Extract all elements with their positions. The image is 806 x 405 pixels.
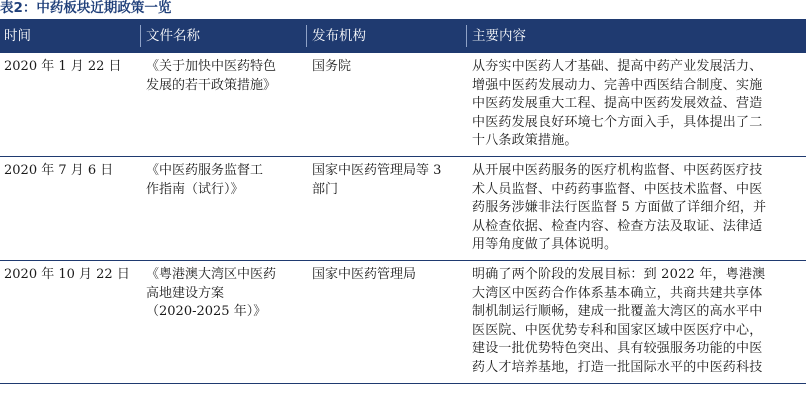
content-line: 明确了两个阶段的发展目标：到 2022 年，粤港澳 [472, 267, 766, 282]
row-content [472, 266, 765, 378]
table-caption: 表2：中药板块近期政策一览 [0, 0, 172, 16]
issuer-line: 国务院 [312, 59, 352, 74]
content-line: 药人才培养基地，打造一批国际水平的中医药科技 [472, 359, 763, 375]
issuer-line: 国家中医药管理局 [312, 267, 417, 282]
content-line: 药服务涉嫌非法行医监督 5 方面做了详细介绍，并 [472, 200, 767, 216]
table-row [0, 261, 806, 383]
header-separator [466, 25, 467, 47]
row-doc-name [146, 58, 276, 95]
content-line: 十八条政策措施。 [472, 133, 578, 149]
header-doc-name: 文件名称 [146, 28, 200, 44]
table-row [0, 53, 806, 156]
content-line: 从检查依据、检查内容、检查方法及取证、法律适 [472, 218, 763, 234]
content-line: 大湾区中医药合作体系基本确立，共商共建共享体 [472, 285, 763, 301]
row-doc-name [146, 162, 263, 199]
header-content: 主要内容 [472, 28, 526, 44]
doc-name-line: 《中医药服务监督工 [146, 163, 264, 178]
row-issuer [312, 58, 351, 77]
content-line: 中医药发展良好环境七个方面入手，具体提出了二 [472, 114, 763, 130]
issuer-line: 国家中医药管理局等 3 [312, 163, 442, 178]
content-line: 建设一批优势特色突出、具有较强服务功能的中医 [472, 341, 763, 357]
header-separator [306, 25, 307, 47]
row-content [472, 162, 766, 255]
row-content [472, 58, 762, 151]
header-time: 时间 [4, 28, 31, 44]
row-issuer [312, 162, 441, 199]
row-date: 2020 年 10 月 22 日 [4, 267, 130, 282]
doc-name-line: 《粤港澳大湾区中医药 [146, 267, 277, 282]
table-header [0, 19, 806, 53]
content-line: 术人员监督、中药药事监督、中医技术监督、中医 [472, 181, 763, 197]
header-issuer: 发布机构 [312, 28, 366, 44]
doc-name-line: （2020-2025 年）》 [146, 304, 267, 320]
doc-name-line: 作指南（试行）》 [146, 181, 244, 197]
issuer-line: 部门 [312, 181, 339, 197]
content-line: 从开展中医药服务的医疗机构监督、中医药医疗技 [472, 163, 763, 178]
table-row [0, 157, 806, 260]
row-doc-name [146, 266, 276, 322]
content-line: 增强中医药发展动力、完善中西医结合制度、实施 [472, 77, 763, 93]
doc-name-line: 发展的若干政策措施》 [146, 77, 277, 93]
doc-name-line: 高地建设方案 [146, 285, 225, 301]
row-date: 2020 年 7 月 6 日 [4, 163, 114, 178]
content-line: 制机制运行顺畅，建成一批覆盖大湾区的高水平中 [472, 304, 763, 320]
row-issuer [312, 266, 416, 285]
content-line: 用等角度做了具体说明。 [472, 237, 618, 253]
row-divider [0, 383, 806, 384]
content-line: 从夯实中医药人才基础、提高中药产业发展活力、 [472, 59, 763, 74]
row-date: 2020 年 1 月 22 日 [4, 59, 122, 74]
doc-name-line: 《关于加快中医药特色 [146, 59, 277, 74]
content-line: 中医药发展重大工程、提高中医药发展效益、营造 [472, 96, 763, 112]
content-line: 医医院、中医优势专科和国家区域中医医疗中心， [472, 322, 763, 338]
header-separator [140, 25, 141, 47]
